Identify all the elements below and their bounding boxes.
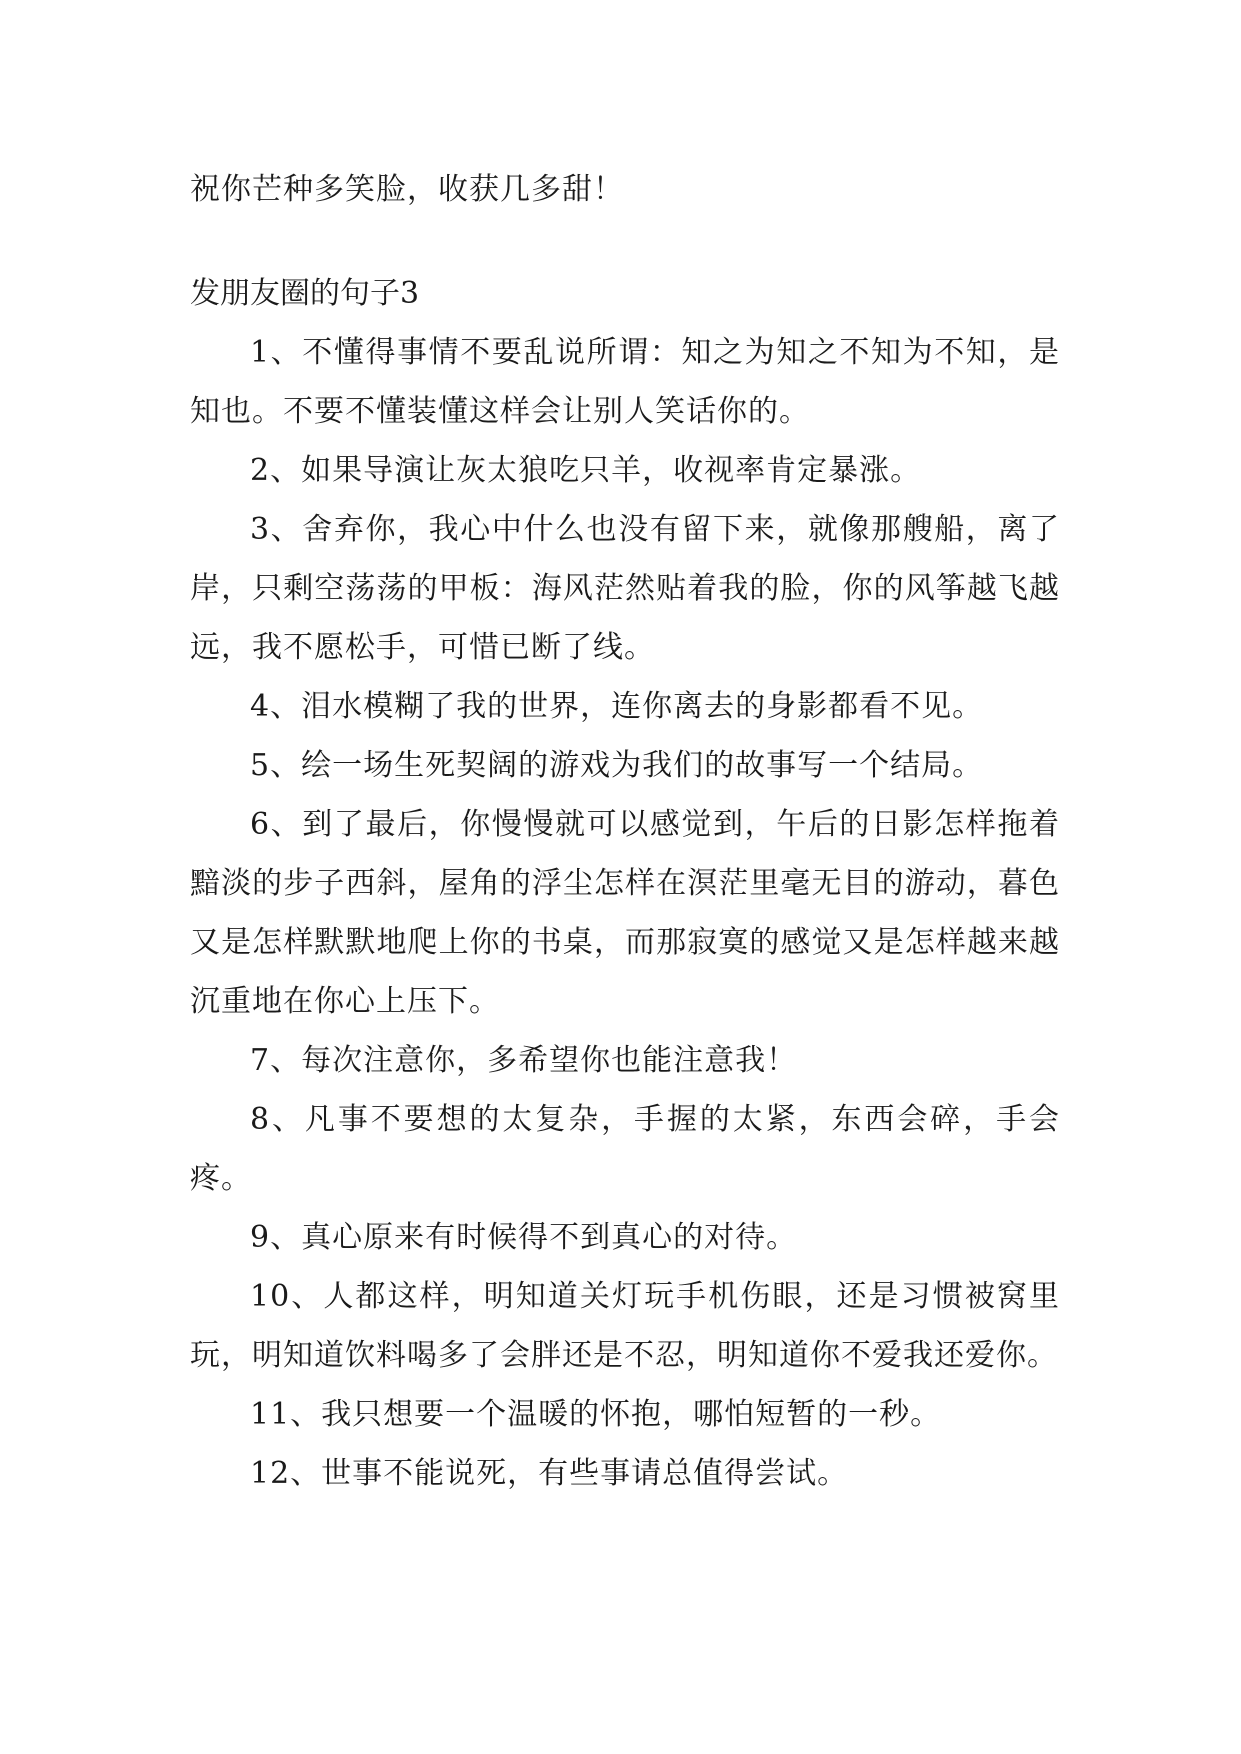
paragraph-10: 10、人都这样，明知道关灯玩手机伤眼，还是习惯被窝里玩，明知道饮料喝多了会胖还是不忍，明知道你不爱我还爱你。 — [190, 1279, 1060, 1373]
closing-line: 祝你芒种多笑脸，收获几多甜！ — [190, 172, 624, 207]
paragraph-3: 3、舍弃你，我心中什么也没有留下来，就像那艘船，离了岸，只剩空荡荡的甲板：海风茫然贴着我的脸，你的风筝越飞越远，我不愿松手，可惜已断了线。 — [190, 512, 1060, 665]
section-heading: 发朋友圈的句子3 — [190, 276, 420, 311]
paragraph-11: 11、我只想要一个温暖的怀抱，哪怕短暂的一秒。 — [250, 1397, 942, 1432]
paragraph-5: 5、绘一场生死契阔的游戏为我们的故事写一个结局。 — [250, 748, 984, 783]
paragraph-1: 1、不懂得事情不要乱说所谓：知之为知之不知为不知，是知也。不要不懂装懂这样会让别人笑话你的。 — [190, 335, 1060, 429]
paragraph-6: 6、到了最后，你慢慢就可以感觉到，午后的日影怎样拖着黯淡的步子西斜，屋角的浮尘怎样在溟茫里毫无目的游动，暮色又是怎样默默地爬上你的书桌，而那寂寞的感觉又是怎样越来越沉重地在你心上压下。 — [190, 807, 1060, 1019]
paragraph-4: 4、泪水模糊了我的世界，连你离去的身影都看不见。 — [250, 689, 984, 724]
paragraph-12: 12、世事不能说死，有些事请总值得尝试。 — [250, 1456, 849, 1491]
paragraph-7: 7、每次注意你，多希望你也能注意我！ — [250, 1043, 798, 1078]
paragraph-2: 2、如果导演让灰太狼吃只羊，收视率肯定暴涨。 — [250, 453, 922, 488]
paragraph-8: 8、凡事不要想的太复杂，手握的太紧，东西会碎，手会疼。 — [190, 1102, 1060, 1196]
paragraph-9: 9、真心原来有时候得不到真心的对待。 — [250, 1220, 798, 1255]
document-body — [190, 160, 1060, 1503]
